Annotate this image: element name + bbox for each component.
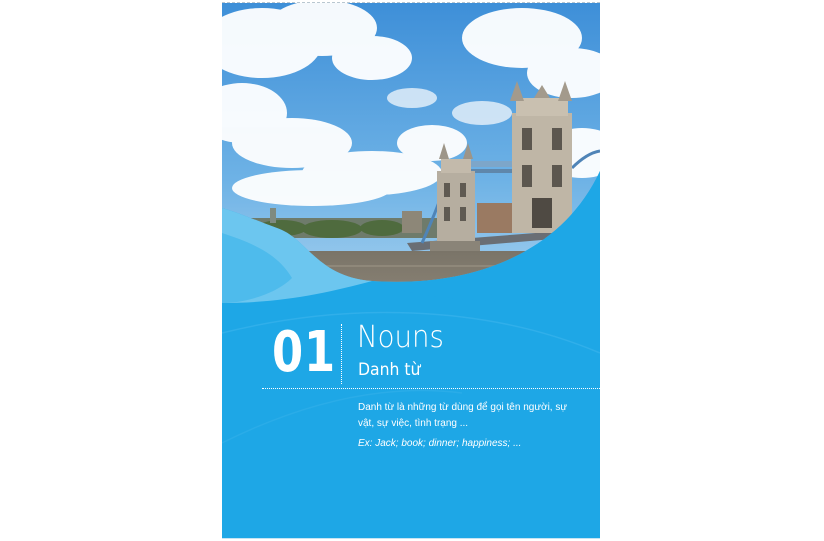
chapter-number: 01 [272,320,336,385]
bottom-border [222,538,600,539]
tower-bridge-photo [222,3,600,303]
chapter-title-vietnamese: Danh từ [358,360,421,380]
chapter-cover-page [222,3,600,538]
chapter-description: Danh từ là những từ dùng để gọi tên người, sự vật, sự việc, tình trạng ... [358,402,568,429]
horizontal-divider [262,388,600,389]
chapter-title-english: Nouns [357,320,444,355]
chapter-example: Ex: Jack; book; dinner; happiness; ... [358,438,522,449]
vertical-divider [341,324,342,384]
